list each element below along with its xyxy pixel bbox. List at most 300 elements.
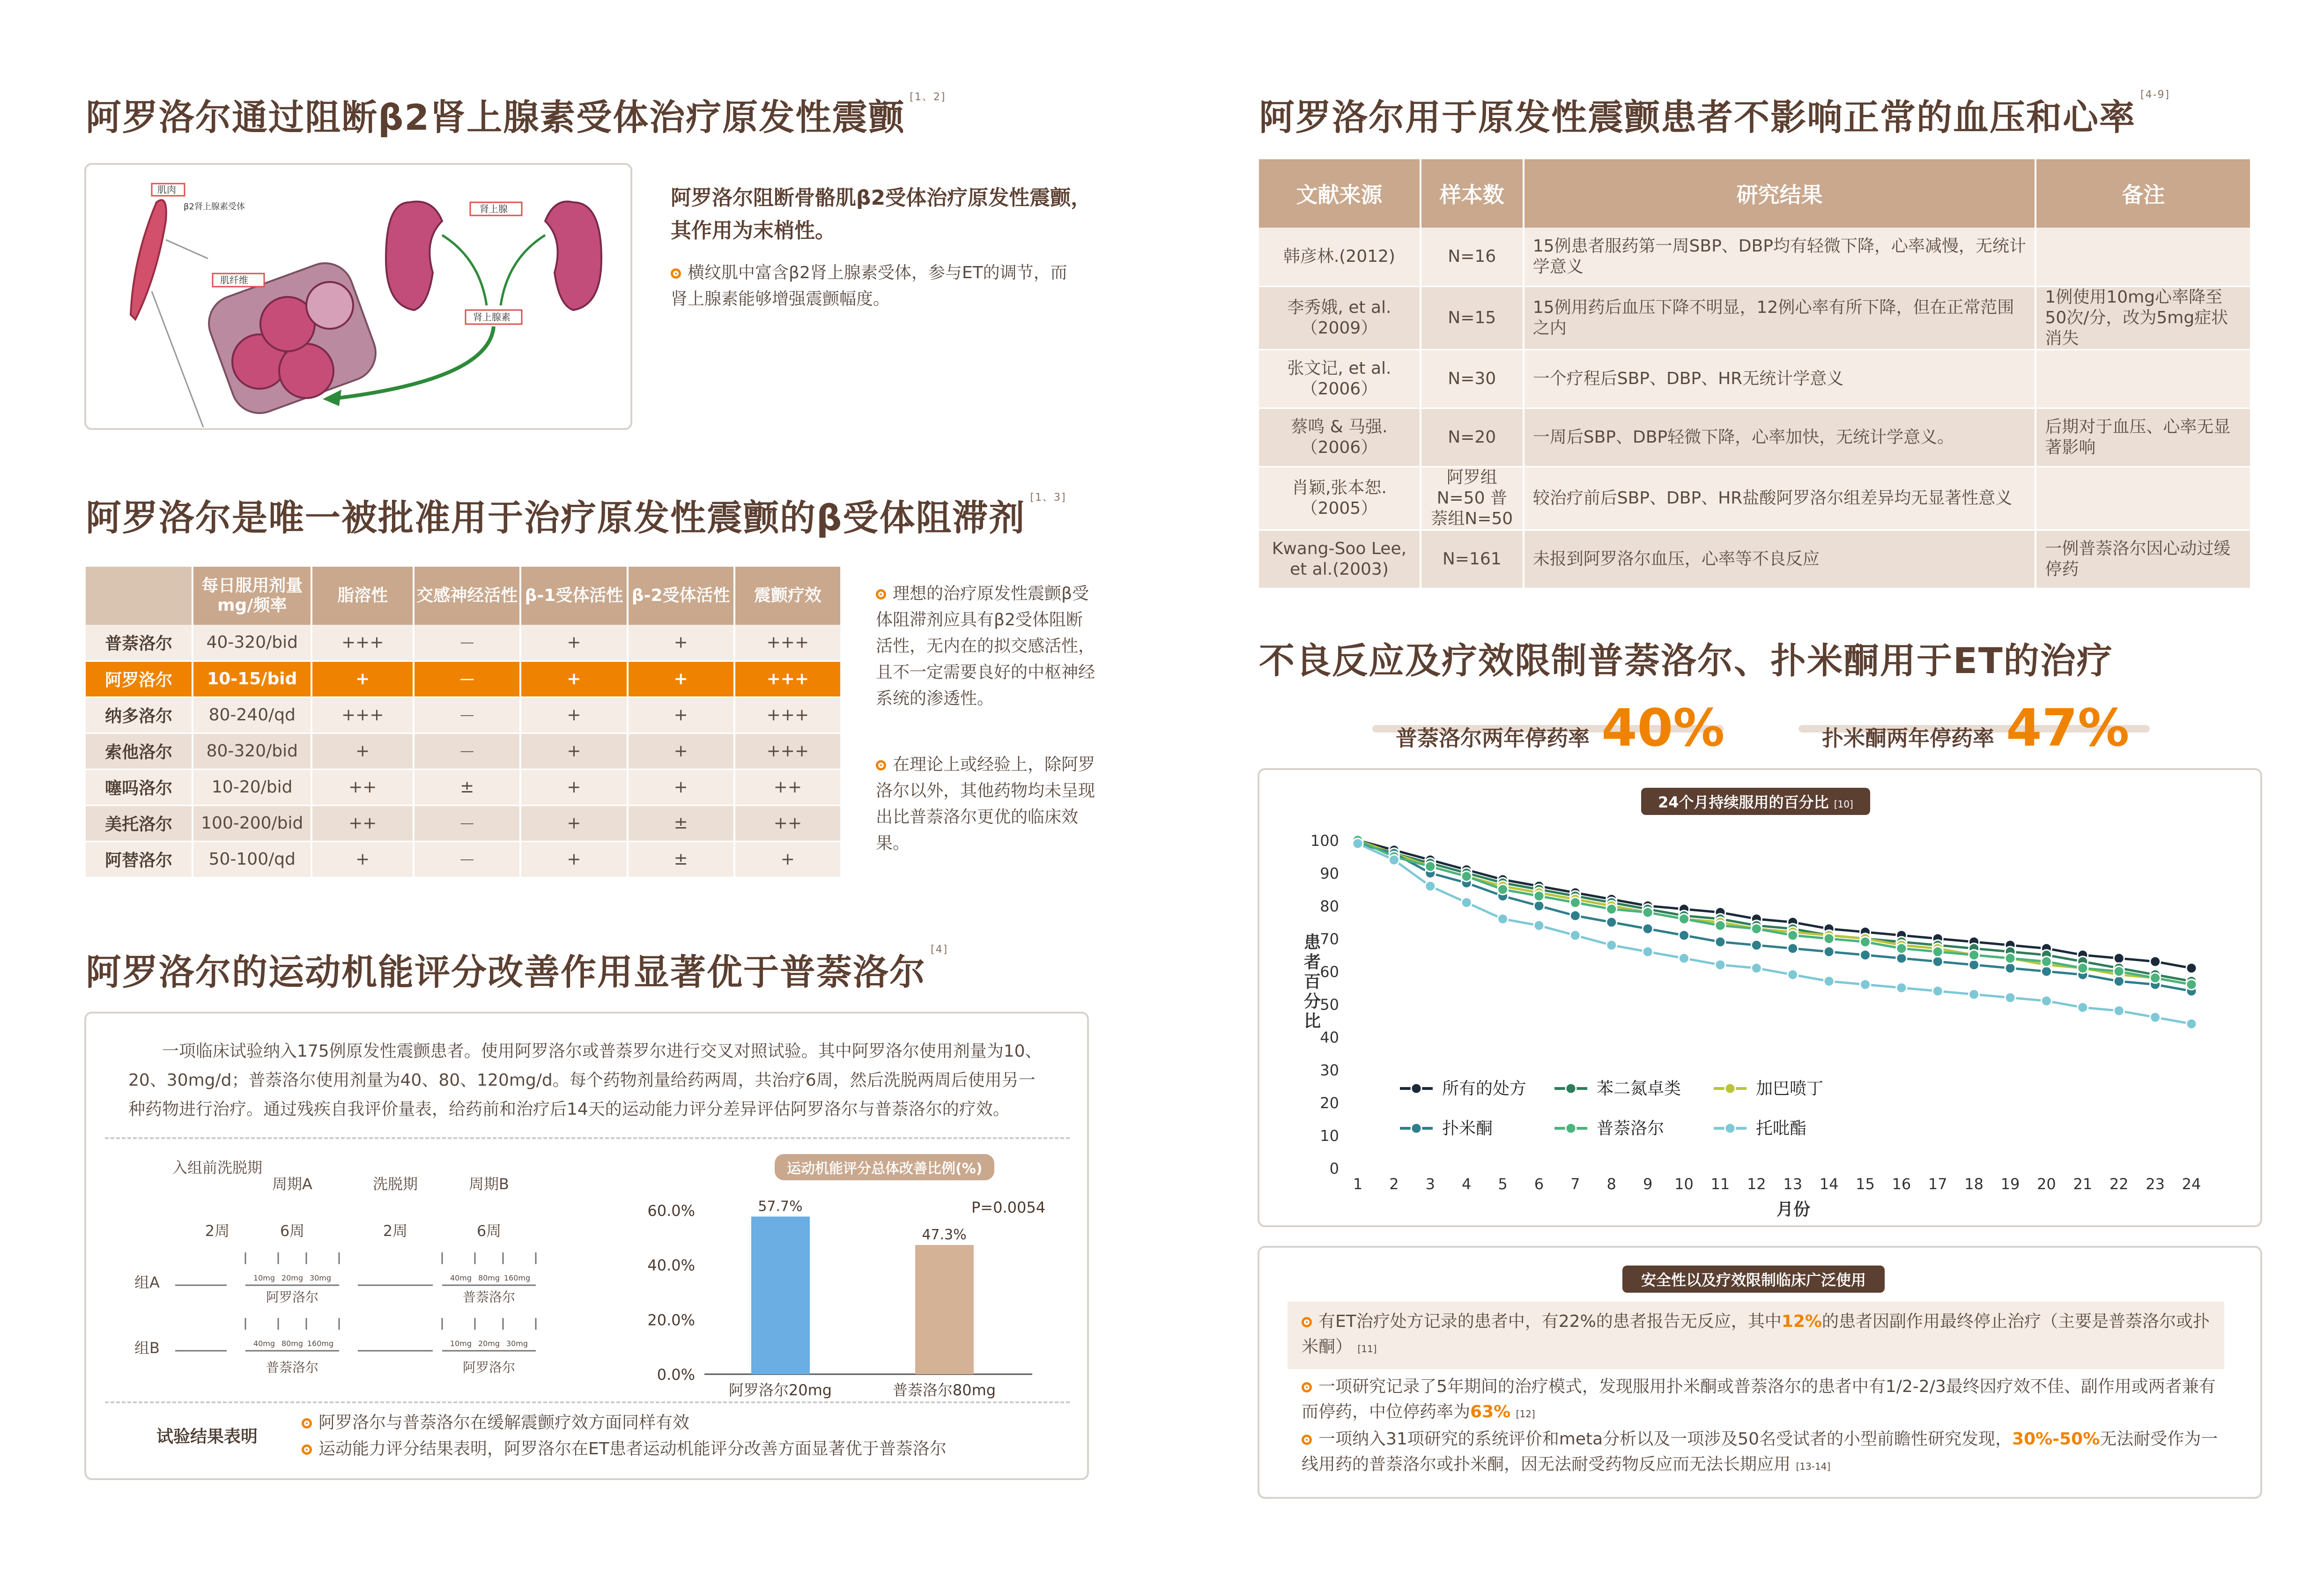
col-efficacy: 震颤疗效: [734, 567, 841, 625]
data-point: [2186, 963, 2197, 973]
data-point: [1606, 917, 1617, 927]
table-cell: 阿罗组N=50 普萘组N=50: [1421, 466, 1524, 530]
table-cell: －: [414, 697, 520, 733]
x-tick-label: 23: [2146, 1175, 2165, 1193]
table-row: [1259, 466, 2251, 530]
data-point: [1824, 976, 1834, 986]
table-cell: +: [628, 733, 734, 769]
table-cell: 李秀娥, et al.（2009）: [1259, 286, 1421, 349]
svg-text:40mg: 40mg: [450, 1273, 472, 1282]
phase-label: 周期A: [272, 1175, 312, 1193]
table-cell: +: [311, 661, 414, 697]
x-tick-label: 5: [1498, 1175, 1508, 1193]
x-tick-label: 9: [1643, 1175, 1653, 1193]
table-cell: +: [628, 697, 734, 733]
table-cell: +: [520, 841, 627, 877]
muscle-label: 肌肉: [157, 184, 176, 195]
table-cell: －: [414, 841, 520, 877]
x-tick-label: 3: [1425, 1175, 1435, 1193]
y-tick-label: 60.0%: [647, 1202, 695, 1220]
table-cell: [2035, 228, 2251, 286]
drug-name-cell: 纳多洛尔: [86, 697, 192, 733]
data-point: [1643, 907, 1653, 918]
data-point: [1643, 924, 1653, 934]
data-point: [1534, 891, 1544, 901]
data-point: [2078, 963, 2088, 973]
legend-marker: [1566, 1083, 1576, 1094]
data-point: [1425, 881, 1436, 891]
table-cell: ±: [628, 841, 734, 877]
table-cell: +: [520, 733, 627, 769]
table-cell: N=16: [1421, 228, 1524, 286]
result-2: 运动能力评分结果表明，阿罗洛尔在ET患者运动机能评分改善方面显著优于普萘洛尔: [302, 1436, 947, 1462]
x-tick-label: 4: [1461, 1175, 1472, 1193]
table-cell: +: [628, 769, 734, 805]
data-point: [2114, 1006, 2124, 1016]
p-value-annotation: P=0.0054: [971, 1199, 1046, 1216]
table-cell: +: [520, 805, 627, 841]
line-chart-box: [1258, 768, 2262, 1227]
phase-label: 洗脱期: [372, 1175, 418, 1193]
y-tick-label: 30: [1320, 1061, 1339, 1079]
data-point: [1679, 953, 1689, 963]
col-beta2: β-2受体活性: [628, 567, 734, 625]
data-point: [1751, 940, 1762, 950]
data-point: [1932, 947, 1943, 957]
data-point: [1860, 937, 1870, 947]
table-cell: +: [520, 625, 627, 661]
data-point: [1461, 871, 1472, 881]
result-1: 阿罗洛尔与普萘洛尔在缓解震颤疗效方面同样有效: [302, 1410, 689, 1436]
table-cell: +: [520, 661, 627, 697]
legend-marker: [1566, 1123, 1576, 1133]
col-dose: 每日服用剂量mg/频率: [192, 567, 311, 625]
x-tick-label: 21: [2073, 1175, 2093, 1193]
safety-box: [1258, 1246, 2262, 1499]
table-cell: 15例患者服药第一周SBP、DBP均有轻微下降，心率减慢，无统计学意义: [1524, 228, 2036, 286]
bar: [751, 1216, 810, 1374]
svg-text:20mg: 20mg: [281, 1273, 303, 1282]
y-tick-label: 90: [1320, 865, 1339, 882]
data-point: [1643, 947, 1653, 957]
col-source: 文献来源: [1259, 159, 1421, 228]
table-cell: 蔡鸣 & 马强.（2006）: [1259, 408, 1421, 466]
data-point: [2150, 973, 2161, 983]
mechanism-illustration: [86, 165, 630, 428]
section1-lead: 阿罗洛尔阻断骨骼肌β2受体治疗原发性震颤，其作用为末梢性。: [671, 186, 1092, 243]
x-tick-label: 10: [1674, 1175, 1694, 1193]
data-point: [1606, 904, 1617, 914]
data-point: [1969, 950, 1979, 960]
table-cell: 1例使用10mg心率降至50次/分，改为5mg症状消失: [2035, 286, 2251, 349]
bullet-icon: [1302, 1382, 1312, 1392]
data-point: [1788, 970, 1798, 980]
col-remark: 备注: [2035, 159, 2251, 228]
table-cell: +: [734, 841, 841, 877]
legend-label: 扑米酮: [1442, 1119, 1493, 1138]
data-point: [2186, 979, 2197, 990]
x-tick-label: 11: [1710, 1175, 1730, 1193]
x-tick-label: 20: [2037, 1175, 2056, 1193]
x-tick-label: 1: [1353, 1175, 1363, 1193]
y-tick-label: 10: [1320, 1127, 1339, 1145]
svg-text:80mg: 80mg: [281, 1339, 303, 1348]
y-axis-label: 患者百分比: [1304, 933, 1321, 1031]
data-point: [1860, 979, 1870, 990]
drug-name-cell: 阿替洛尔: [86, 841, 192, 877]
data-point: [2114, 976, 2124, 986]
table-cell: [2035, 349, 2251, 408]
table-cell: +: [311, 841, 414, 877]
legend-label: 所有的处方: [1442, 1079, 1527, 1098]
x-tick-label: 22: [2109, 1175, 2129, 1193]
table-cell: 较治疗前后SBP、DBP、HR盐酸阿罗洛尔组差异均无显著性意义: [1524, 466, 2036, 530]
svg-text:10mg: 10mg: [450, 1339, 472, 1348]
table-row: [86, 841, 841, 877]
data-point: [1534, 920, 1544, 931]
table-row: [1259, 228, 2251, 286]
data-point: [1896, 983, 1907, 993]
table-cell: +++: [734, 661, 841, 697]
fiber-label: 肌纤维: [220, 274, 248, 286]
data-point: [2150, 1012, 2161, 1022]
data-point: [2041, 996, 2051, 1006]
data-point: [1679, 914, 1689, 924]
bullet-icon: [1302, 1435, 1312, 1445]
series-line: [1358, 840, 2191, 968]
divider: [105, 1401, 1070, 1403]
svg-text:160mg: 160mg: [503, 1273, 531, 1282]
data-point: [1389, 855, 1399, 865]
data-point: [2005, 963, 2015, 973]
bar-value-label: 57.7%: [758, 1198, 803, 1215]
x-tick-label: 19: [2000, 1175, 2020, 1193]
x-tick-label: 16: [1892, 1175, 1911, 1193]
table-row: [1259, 349, 2251, 408]
data-point: [1969, 960, 1979, 970]
table-cell: 韩彦林.(2012): [1259, 228, 1421, 286]
svg-text:40mg: 40mg: [253, 1339, 275, 1348]
table-cell: Kwang-Soo Lee, et al.(2003): [1259, 530, 1421, 588]
svg-text:20mg: 20mg: [478, 1339, 500, 1348]
bar-chart-svg: [634, 1154, 1056, 1416]
table-cell: +++: [734, 625, 841, 661]
table-cell: [2035, 466, 2251, 530]
table-cell: +++: [311, 697, 414, 733]
line-chart-svg: [1259, 770, 2262, 1227]
svg-text:160mg: 160mg: [307, 1339, 334, 1348]
col-sample: 样本数: [1421, 159, 1524, 228]
x-tick-label: 13: [1783, 1175, 1803, 1193]
data-point: [1534, 901, 1544, 911]
trial-intro: 一项临床试验纳入175例原发性震颤患者。使用阿罗洛尔或普萘罗尔进行交叉对照试验。其中阿罗洛尔使用剂量为10、20、30mg/d；普萘洛尔使用剂量为40、80、120mg/d。每个药物剂量给药两周，共治疗6周，然后洗脱两周后使用另一种药物进行治疗。通过残疾自我评价量表，给药前和治疗后14天的运动能力评分差异评估阿罗洛尔与普萘洛尔的疗效。: [128, 1042, 1042, 1119]
drug-name-cell: 阿罗洛尔: [86, 661, 192, 697]
y-tick-label: 70: [1320, 930, 1339, 948]
data-point: [1969, 989, 1979, 1000]
duration-label: 6周: [476, 1222, 502, 1240]
y-tick-label: 80: [1320, 897, 1339, 915]
legend-marker: [1725, 1123, 1735, 1133]
bullet-icon: [876, 589, 886, 600]
data-point: [1932, 956, 1943, 967]
y-tick-label: 100: [1310, 832, 1339, 850]
table-cell: 张文记, et al.（2006）: [1259, 349, 1421, 408]
x-tick-label: 17: [1928, 1175, 1947, 1193]
table-cell: +++: [734, 733, 841, 769]
adrenal-left: [386, 201, 442, 310]
data-point: [2041, 966, 2051, 977]
data-point: [1715, 960, 1725, 970]
table-cell: ±: [414, 769, 520, 805]
bar-category-label: 阿罗洛尔20mg: [728, 1381, 832, 1399]
bar-category-label: 普萘洛尔80mg: [892, 1381, 996, 1399]
data-point: [1425, 861, 1436, 872]
x-tick-label: 14: [1819, 1175, 1839, 1193]
legend-label: 托吡酯: [1756, 1119, 1807, 1138]
table-row: [86, 625, 841, 661]
y-tick-label: 50: [1320, 996, 1339, 1014]
legend-marker: [1725, 1083, 1735, 1094]
table-cell: 40-320/bid: [192, 625, 311, 661]
data-point: [1824, 947, 1834, 957]
data-point: [1570, 930, 1580, 940]
data-point: [2078, 1002, 2088, 1013]
table-cell: +: [520, 697, 627, 733]
divider: [105, 1137, 1070, 1139]
x-tick-label: 2: [1389, 1175, 1399, 1193]
svg-text:30mg: 30mg: [309, 1273, 332, 1282]
table-cell: +++: [311, 625, 414, 661]
duration-label: 2周: [205, 1222, 230, 1240]
bullet-icon: [1302, 1317, 1312, 1327]
data-point: [2041, 956, 2051, 967]
phase-label: 入组前洗脱期: [172, 1159, 263, 1177]
table-cell: +: [311, 733, 414, 769]
data-point: [1824, 933, 1834, 944]
x-tick-label: 7: [1570, 1175, 1580, 1193]
drug-label: 阿罗洛尔: [266, 1289, 319, 1305]
data-point: [1461, 897, 1472, 908]
drug-label: 普萘洛尔: [266, 1360, 319, 1375]
bullet-icon: [302, 1444, 312, 1455]
svg-text:30mg: 30mg: [506, 1339, 528, 1348]
table-cell: ++: [311, 805, 414, 841]
series-line: [1358, 840, 2191, 985]
table-row: [86, 661, 841, 697]
table-cell: －: [414, 805, 520, 841]
bar: [915, 1245, 974, 1374]
y-tick-label: 40.0%: [647, 1256, 695, 1274]
data-point: [1788, 943, 1798, 954]
table-cell: +: [520, 769, 627, 805]
table-row: [86, 805, 841, 841]
y-tick-label: 40: [1320, 1029, 1339, 1046]
phase-label: 周期B: [469, 1175, 509, 1193]
section2-title: 阿罗洛尔是唯一被批准用于治疗原发性震颤的β受体阻滞剂 [1、3]: [86, 492, 1066, 539]
section3-title: 阿罗洛尔的运动机能评分改善作用显著优于普萘洛尔[4]: [86, 944, 948, 993]
table-cell: 后期对于血压、心率无显著影响: [2035, 408, 2251, 466]
data-point: [2114, 953, 2124, 963]
bar-chart-title: 运动机能评分总体改善比例(%): [775, 1154, 994, 1180]
bp-hr-table: [1259, 159, 2252, 589]
table-cell: 10-20/bid: [192, 769, 311, 805]
table-cell: N=161: [1421, 530, 1524, 588]
data-point: [2186, 1019, 2197, 1029]
table-cell: N=15: [1421, 286, 1524, 349]
bullet-icon: [671, 268, 681, 279]
stat-primidone: 扑米酮两年停药率 47%: [1799, 698, 2096, 758]
section4-title: 阿罗洛尔用于原发性震颤患者不影响正常的血压和心率[4-9]: [1259, 89, 2170, 138]
table-row: [86, 733, 841, 769]
table-cell: －: [414, 625, 520, 661]
safety-bullet-1: 有ET治疗处方记录的患者中，有22%的患者报告无反应，其中12%的患者因副作用最终停止治疗（主要是普萘洛尔或扑米酮） [11]: [1288, 1302, 2224, 1369]
series-line: [1358, 840, 2191, 985]
data-point: [2114, 966, 2124, 977]
table-cell: 一周后SBP、DBP轻微下降，心率加快，无统计学意义。: [1524, 408, 2036, 466]
section5-title: 不良反应及疗效限制普萘洛尔、扑米酮用于ET的治疗: [1259, 640, 2113, 681]
table-cell: 80-240/qd: [192, 697, 311, 733]
table-cell: N=20: [1421, 408, 1524, 466]
drug-name-cell: 美托洛尔: [86, 805, 192, 841]
col-result: 研究结果: [1524, 159, 2036, 228]
line-chart-title: 24个月持续服用的百分比 [10]: [1641, 788, 1870, 815]
bar-chart: [634, 1154, 1056, 1416]
stat-propranolol: 普萘洛尔两年停药率 40%: [1372, 698, 1692, 758]
beta-blocker-table: [86, 567, 842, 878]
table-cell: 50-100/qd: [192, 841, 311, 877]
data-point: [1570, 897, 1580, 908]
safety-title: 安全性以及疗效限制临床广泛使用: [1622, 1266, 1885, 1293]
svg-text:80mg: 80mg: [478, 1273, 500, 1282]
data-point: [1715, 937, 1725, 947]
y-tick-label: 20.0%: [647, 1311, 695, 1329]
data-point: [2005, 992, 2015, 1003]
y-tick-label: 20: [1320, 1094, 1339, 1112]
x-tick-label: 15: [1856, 1175, 1875, 1193]
data-point: [1751, 963, 1762, 973]
data-point: [1679, 930, 1689, 940]
drug-name-cell: 索他洛尔: [86, 733, 192, 769]
x-tick-label: 6: [1534, 1175, 1544, 1193]
series-line: [1358, 844, 2191, 1024]
y-tick-label: 60: [1320, 963, 1339, 981]
adrenal-label: 肾上腺: [480, 203, 508, 215]
section1-bullet: 横纹肌中富含β2肾上腺素受体，参与ET的调节，而肾上腺素能够增强震颤幅度。: [671, 263, 1067, 309]
x-axis-label: 月份: [1776, 1200, 1811, 1219]
data-point: [1896, 943, 1907, 954]
data-point: [1860, 950, 1870, 960]
table-cell: ++: [734, 769, 841, 805]
y-tick-label: 0: [1329, 1160, 1339, 1177]
duration-label: 6周: [280, 1222, 305, 1240]
data-point: [2005, 953, 2015, 963]
col-lipid: 脂溶性: [311, 567, 414, 625]
table-row: [1259, 286, 2251, 349]
table-cell: －: [414, 733, 520, 769]
x-tick-label: 12: [1747, 1175, 1766, 1193]
legend-label: 苯二氮卓类: [1597, 1079, 1681, 1098]
result-label: 试验结果表明: [156, 1427, 258, 1446]
drug-name-cell: 普萘洛尔: [86, 625, 192, 661]
table-cell: －: [414, 661, 520, 697]
data-point: [1788, 930, 1798, 940]
table-corner: [86, 567, 192, 625]
table-cell: +++: [734, 697, 841, 733]
table-cell: 肖颖,张本恕.（2005）: [1259, 466, 1421, 530]
table-cell: ±: [628, 805, 734, 841]
drug-label: 阿罗洛尔: [462, 1360, 516, 1375]
drug-label: 普萘洛尔: [462, 1289, 516, 1305]
duration-label: 2周: [383, 1222, 408, 1240]
legend-label: 加巴喷丁: [1756, 1079, 1824, 1098]
safety-bullet-3: 一项纳入31项研究的系统评价和meta分析以及一项涉及50名受试者的小型前瞻性研究发现，30%-50%无法耐受作为一线用药的普萘洛尔或扑米酮，因无法耐受药物反应而无法长期应用 [13-14]: [1302, 1429, 2218, 1474]
table-row: [86, 769, 841, 805]
series-line: [1358, 844, 2191, 991]
table-row: [1259, 408, 2251, 466]
table-cell: +: [628, 661, 734, 697]
legend-marker: [1411, 1123, 1421, 1133]
bullet-icon: [302, 1418, 312, 1429]
table-cell: 10-15/bid: [192, 661, 311, 697]
data-point: [1606, 940, 1617, 950]
bullet-icon: [876, 760, 886, 770]
table-cell: 一个疗程后SBP、DBP、HR无统计学意义: [1524, 349, 2036, 408]
muscle-shape: [131, 200, 166, 319]
x-tick-label: 24: [2182, 1175, 2201, 1193]
data-point: [1896, 953, 1907, 963]
mechanism-figure: [84, 163, 632, 430]
data-point: [1570, 911, 1580, 921]
table-cell: ++: [311, 769, 414, 805]
data-point: [1715, 920, 1725, 931]
table-row: [1259, 530, 2251, 588]
data-point: [1353, 838, 1363, 849]
svg-text:10mg: 10mg: [253, 1273, 275, 1282]
table-cell: 一例普萘洛尔因心动过缓停药: [2035, 530, 2251, 588]
section2-note-1: 理想的治疗原发性震颤β受体阻滞剂应具有β2受体阻断活性，无内在的拟交感活性，且不一定需要良好的中枢神经系统的渗透性。: [876, 584, 1095, 708]
adrenal-right: [545, 201, 601, 310]
table-cell: 未报到阿罗洛尔血压，心率等不良反应: [1524, 530, 2036, 588]
col-sympathetic: 交感神经活性: [414, 567, 520, 625]
adrenaline-label: 肾上腺素: [473, 311, 511, 323]
table-row: [86, 697, 841, 733]
legend-marker: [1411, 1083, 1421, 1094]
data-point: [2150, 956, 2161, 967]
safety-bullet-2: 一项研究记录了5年期间的治疗模式，发现服用扑米酮或普萘洛尔的患者中有1/2-2/3最终因疗效不佳、副作用或两者兼有而停药，中位停药率为63% [12]: [1302, 1377, 2216, 1422]
bar-value-label: 47.3%: [922, 1227, 967, 1244]
group-a-label: 组A: [134, 1273, 160, 1291]
table-cell: 80-320/bid: [192, 733, 311, 769]
table-cell: N=30: [1421, 349, 1524, 408]
section1-title: 阿罗洛尔通过阻断β2肾上腺素受体治疗原发性震颤 [1、2]: [86, 91, 946, 138]
receptor-label: β2肾上腺素受体: [184, 202, 245, 212]
data-point: [1498, 914, 1508, 924]
table-cell: 15例用药后血压下降不明显，12例心率有所下降，但在正常范围之内: [1524, 286, 2036, 349]
table-cell: ++: [734, 805, 841, 841]
col-beta1: β-1受体活性: [520, 567, 627, 625]
data-point: [1932, 986, 1943, 996]
drug-name-cell: 噻吗洛尔: [86, 769, 192, 805]
trial-box: [84, 1012, 1089, 1480]
y-tick-label: 0.0%: [657, 1366, 695, 1384]
data-point: [1751, 924, 1762, 934]
x-tick-label: 8: [1606, 1175, 1616, 1193]
data-point: [1498, 884, 1508, 895]
table-cell: +: [628, 625, 734, 661]
legend-label: 普萘洛尔: [1597, 1119, 1665, 1138]
x-tick-label: 18: [1964, 1175, 1984, 1193]
table-cell: 100-200/bid: [192, 805, 311, 841]
